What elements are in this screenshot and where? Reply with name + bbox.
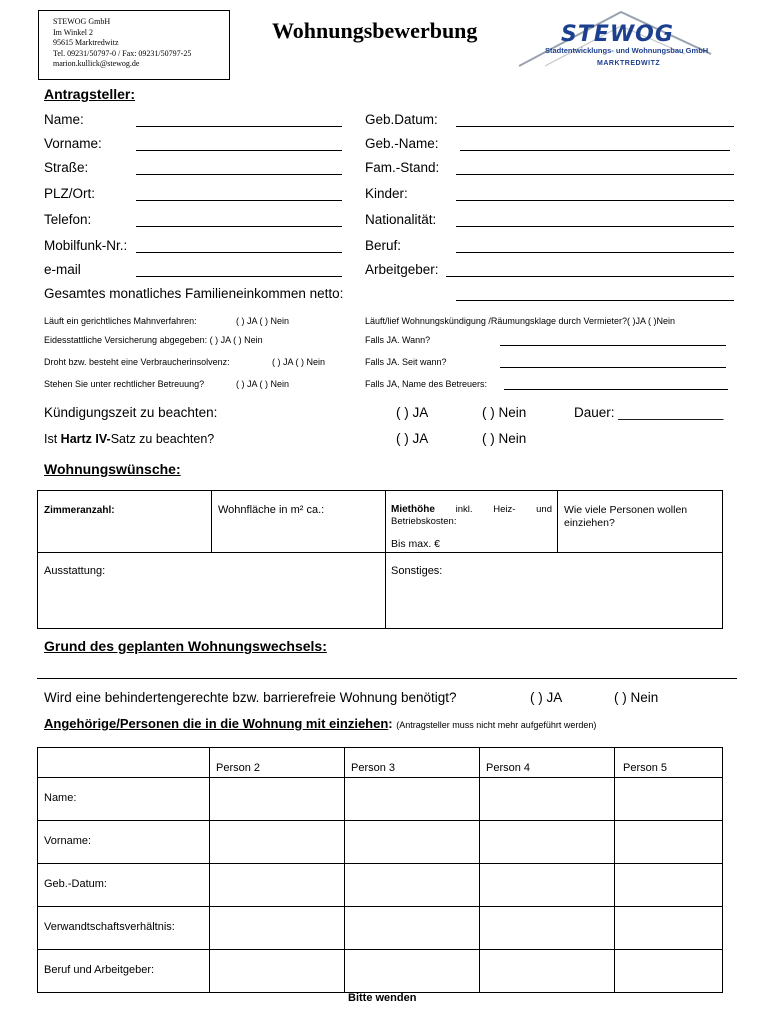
- company-email: marion.kullick@stewog.de: [53, 59, 140, 68]
- label-telefon: Telefon:: [44, 212, 92, 227]
- cell-verwandtschaft-person-4[interactable]: [480, 907, 615, 950]
- label-rooms: Zimmeranzahl:: [44, 505, 115, 516]
- cell-verwandtschaft-person-5[interactable]: [615, 907, 723, 950]
- label-plz-ort: PLZ/Ort:: [44, 186, 96, 201]
- label-beruf: Beruf:: [365, 238, 402, 253]
- label-equipment: Ausstattung:: [44, 565, 106, 577]
- cell-geb-datum-person-5[interactable]: [615, 864, 723, 907]
- cell-equipment[interactable]: [38, 553, 386, 629]
- label-geb-datum: Geb.Datum:: [365, 112, 438, 127]
- logo-brand: STEWOG: [561, 22, 674, 47]
- field-plz-ort[interactable]: [136, 200, 342, 201]
- row-label-name: Name:: [38, 778, 210, 821]
- field-dauer[interactable]: Dauer: ______________: [574, 405, 724, 420]
- relatives-colon: :: [388, 716, 393, 731]
- cell-verwandtschaft-person-2[interactable]: [210, 907, 345, 950]
- cell-beruf-person-4[interactable]: [480, 950, 615, 993]
- label-income: Gesamtes monatliches Familieneinkommen netto:: [44, 286, 344, 301]
- question-seit-wann: Falls JA. Seit wann?: [365, 357, 447, 367]
- label-other: Sonstiges:: [391, 565, 443, 577]
- label-arbeitgeber: Arbeitgeber:: [365, 262, 439, 277]
- label-mobilfunk: Mobilfunk-Nr.:: [44, 238, 128, 253]
- field-seit-wann[interactable]: [500, 367, 726, 368]
- options-betreuung[interactable]: ( ) JA ( ) Nein: [236, 379, 290, 389]
- cell-persons[interactable]: [558, 491, 723, 553]
- option-barrier-ja[interactable]: ( ) JA: [530, 690, 563, 705]
- footer-turn-page: Bitte wenden: [348, 992, 417, 1004]
- options-mahnverfahren[interactable]: ( ) JA ( ) Nein: [236, 316, 290, 326]
- label-area: Wohnfläche in m² ca.:: [218, 504, 325, 516]
- question-kuendigung[interactable]: Läuft/lief Wohnungskündigung /Räumungsklage durch Vermieter?( )JA ( )Nein: [365, 316, 676, 326]
- field-mobilfunk[interactable]: [136, 252, 342, 253]
- hartz-prefix: Ist: [44, 432, 61, 446]
- field-email[interactable]: [136, 276, 342, 277]
- hartz-suffix: Satz zu beachten?: [110, 432, 215, 446]
- question-insolvenz: Droht bzw. besteht eine Verbraucherinsolvenz:: [44, 357, 230, 367]
- field-wann[interactable]: [500, 345, 726, 346]
- cell-vorname-person-3[interactable]: [345, 821, 480, 864]
- cell-name-person-3[interactable]: [345, 778, 480, 821]
- question-mahnverfahren: Läuft ein gerichtliches Mahnverfahren:: [44, 316, 197, 326]
- rent-bold: Miethöhe: [391, 504, 435, 515]
- cell-vorname-person-5[interactable]: [615, 821, 723, 864]
- cell-beruf-person-3[interactable]: [345, 950, 480, 993]
- company-address-box: [38, 10, 230, 80]
- header-empty: [38, 748, 210, 778]
- relatives-table: [37, 747, 723, 993]
- label-hartz: [44, 432, 214, 446]
- label-geb-name: Geb.-Name:: [365, 136, 439, 151]
- logo-city: MARKTREDWITZ: [597, 60, 661, 67]
- label-vorname: Vorname:: [44, 136, 102, 151]
- cell-rooms[interactable]: [38, 491, 212, 553]
- option-hartz-nein[interactable]: ( ) Nein: [482, 431, 527, 446]
- stewog-logo: [515, 8, 715, 74]
- section-reason: Grund des geplanten Wohnungswechsels:: [44, 638, 327, 654]
- label-persons: Wie viele Personen wollen einziehen?: [564, 504, 688, 529]
- question-barrier: Wird eine behindertengerechte bzw. barrierefreie Wohnung benötigt?: [44, 690, 457, 705]
- option-kuendigungszeit-ja[interactable]: ( ) JA: [396, 405, 429, 420]
- label-strasse: Straße:: [44, 160, 89, 175]
- label-name: Name:: [44, 112, 84, 127]
- field-betreuer[interactable]: [504, 389, 728, 390]
- hartz-bold: Hartz IV-: [60, 432, 111, 446]
- cell-vorname-person-2[interactable]: [210, 821, 345, 864]
- section-applicant: Antragsteller:: [44, 86, 136, 102]
- label-rent: [386, 491, 557, 528]
- cell-vorname-person-4[interactable]: [480, 821, 615, 864]
- cell-geb-datum-person-2[interactable]: [210, 864, 345, 907]
- cell-name-person-4[interactable]: [480, 778, 615, 821]
- field-strasse[interactable]: [136, 174, 342, 175]
- field-kinder[interactable]: [456, 200, 734, 201]
- company-city: 95615 Marktredwitz: [53, 38, 119, 47]
- logo-tagline: Stadtentwicklungs- und Wohnungsbau GmbH: [545, 46, 709, 55]
- option-kuendigungszeit-nein[interactable]: ( ) Nein: [482, 405, 527, 420]
- field-arbeitgeber[interactable]: [446, 276, 734, 277]
- field-name[interactable]: [136, 126, 342, 127]
- question-versicherung[interactable]: Eidesstattliche Versicherung abgegeben: ( ) JA ( ) Nein: [44, 335, 263, 345]
- company-phone: Tel. 09231/50797-0 / Fax: 09231/50797-25: [53, 48, 192, 58]
- cell-geb-datum-person-3[interactable]: [345, 864, 480, 907]
- rent-rest: inkl. Heiz- und Betriebskosten:: [391, 504, 552, 527]
- field-geb-datum[interactable]: [456, 126, 734, 127]
- cell-verwandtschaft-person-3[interactable]: [345, 907, 480, 950]
- company-name: STEWOG GmbH: [53, 17, 111, 26]
- field-vorname[interactable]: [136, 150, 342, 151]
- cell-beruf-person-5[interactable]: [615, 950, 723, 993]
- cell-area[interactable]: [212, 491, 386, 553]
- question-wann: Falls JA. Wann?: [365, 335, 431, 345]
- company-street: Im Winkel 2: [53, 27, 93, 37]
- field-beruf[interactable]: [456, 252, 734, 253]
- row-label-verwandtschaft: Verwandtschaftsverhältnis:: [38, 907, 210, 950]
- page-title: Wohnungsbewerbung: [272, 18, 478, 43]
- field-income[interactable]: [456, 300, 734, 301]
- wishes-table: [37, 490, 723, 629]
- field-fam-stand[interactable]: [456, 174, 734, 175]
- row-label-geb-datum: Geb.-Datum:: [38, 864, 210, 907]
- relatives-note: (Antragsteller muss nicht mehr aufgeführt werden): [396, 720, 597, 730]
- field-telefon[interactable]: [136, 226, 342, 227]
- header-person-5: Person 5: [615, 748, 723, 778]
- label-kuendigungszeit: Kündigungszeit zu beachten:: [44, 405, 218, 420]
- relatives-title: Angehörige/Personen die in die Wohnung mit einziehen: [44, 716, 389, 731]
- label-nationalitaet: Nationalität:: [365, 212, 437, 227]
- cell-name-person-5[interactable]: [615, 778, 723, 821]
- label-kinder: Kinder:: [365, 186, 408, 201]
- field-reason[interactable]: [37, 678, 737, 679]
- cell-rent[interactable]: [386, 491, 558, 553]
- header-person-3: Person 3: [345, 748, 480, 778]
- label-email: e-mail: [44, 262, 81, 277]
- question-betreuer: Falls JA, Name des Betreuers:: [365, 379, 488, 389]
- label-fam-stand: Fam.-Stand:: [365, 160, 440, 175]
- header-person-2: Person 2: [210, 748, 345, 778]
- question-betreuung: Stehen Sie unter rechtlicher Betreuung?: [44, 379, 205, 389]
- section-relatives: [44, 716, 596, 731]
- cell-beruf-person-2[interactable]: [210, 950, 345, 993]
- header-person-4: Person 4: [480, 748, 615, 778]
- label-rent-max: Bis max. €: [391, 538, 441, 550]
- option-barrier-nein[interactable]: ( ) Nein: [614, 690, 659, 705]
- option-hartz-ja[interactable]: ( ) JA: [396, 431, 429, 446]
- cell-name-person-2[interactable]: [210, 778, 345, 821]
- cell-geb-datum-person-4[interactable]: [480, 864, 615, 907]
- field-geb-name[interactable]: [460, 150, 730, 151]
- options-insolvenz[interactable]: ( ) JA ( ) Nein: [272, 357, 326, 367]
- cell-other[interactable]: [386, 553, 723, 629]
- row-label-beruf: Beruf und Arbeitgeber:: [38, 950, 210, 993]
- field-nationalitaet[interactable]: [456, 226, 734, 227]
- section-wishes: Wohnungswünsche:: [44, 461, 181, 477]
- row-label-vorname: Vorname:: [38, 821, 210, 864]
